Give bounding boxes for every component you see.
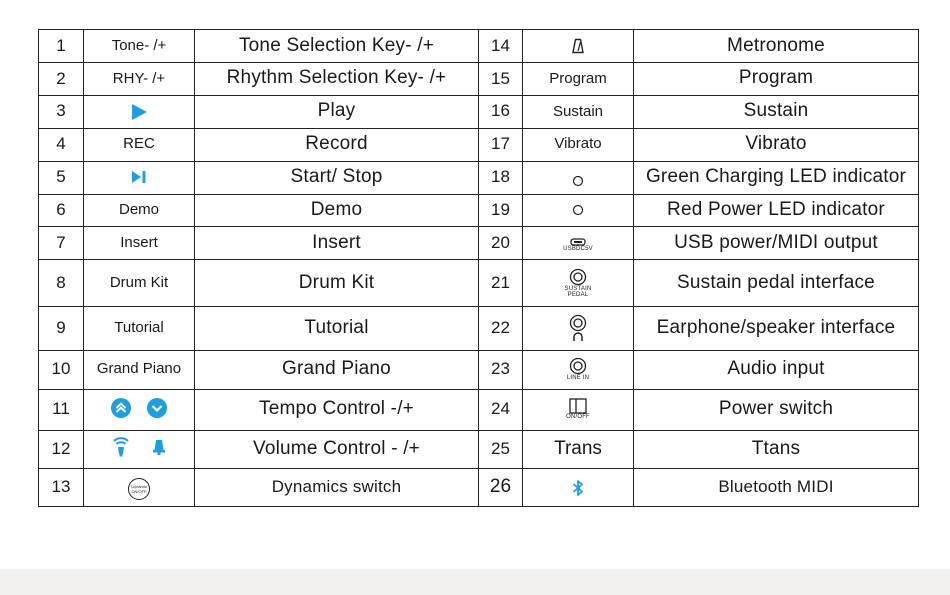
key-symbol <box>523 227 634 260</box>
key-symbol: Tone- /+ <box>84 30 195 63</box>
key-symbol: Demo <box>84 194 195 227</box>
key-symbol: Vibrato <box>523 128 634 161</box>
item-number: 10 <box>39 350 84 389</box>
key-description: Bluetooth MIDI <box>634 469 919 507</box>
key-description: USB power/MIDI output <box>634 227 919 260</box>
key-symbol <box>523 194 634 227</box>
item-number: 1 <box>39 30 84 63</box>
item-number: 22 <box>479 306 523 350</box>
table-row <box>39 161 919 194</box>
volume-up-icon <box>112 437 130 457</box>
key-symbol: Trans <box>523 430 634 468</box>
key-symbol <box>84 389 195 430</box>
item-number: 17 <box>479 128 523 161</box>
key-symbol <box>84 469 195 507</box>
key-description: Insert <box>195 227 479 260</box>
key-symbol <box>523 389 634 430</box>
table-row <box>39 389 919 430</box>
key-symbol <box>523 469 634 507</box>
key-symbol <box>84 161 195 194</box>
key-symbol <box>84 95 195 128</box>
item-number: 3 <box>39 95 84 128</box>
item-number: 24 <box>479 389 523 430</box>
tempo-up-icon <box>110 397 132 419</box>
key-description: Play <box>195 95 479 128</box>
key-description: Program <box>634 62 919 95</box>
footer-band <box>0 569 950 595</box>
tempo-down-icon <box>146 397 168 419</box>
key-description: Tempo Control -/+ <box>195 389 479 430</box>
item-number: 7 <box>39 227 84 260</box>
item-number: 18 <box>479 161 523 194</box>
key-description: Vibrato <box>634 128 919 161</box>
key-symbol <box>84 430 195 468</box>
usb-port-label: USBDC5V <box>563 245 593 252</box>
key-description: Sustain pedal interface <box>634 260 919 307</box>
dynamics-switch-label: Dynamic ON/OFF <box>131 483 147 494</box>
table-row <box>39 430 919 468</box>
item-number: 26 <box>479 469 523 507</box>
key-description: Sustain <box>634 95 919 128</box>
key-description: Demo <box>195 194 479 227</box>
key-symbol: Grand Piano <box>84 350 195 389</box>
table-row <box>39 128 919 161</box>
sustain-jack-label: SUSTAIN PEDAL <box>564 286 592 299</box>
key-description: Red Power LED indicator <box>634 194 919 227</box>
play-pause-icon <box>130 170 148 184</box>
table-row <box>39 30 919 63</box>
item-number: 5 <box>39 161 84 194</box>
key-description: Tutorial <box>195 306 479 350</box>
red-led-icon <box>572 204 584 216</box>
table-row <box>39 62 919 95</box>
metronome-icon <box>572 38 584 54</box>
sustain-jack-icon <box>569 268 587 286</box>
power-switch-icon <box>569 398 587 414</box>
play-icon <box>130 103 148 121</box>
item-number: 19 <box>479 194 523 227</box>
line-in-jack-icon <box>569 357 587 375</box>
item-number: 14 <box>479 30 523 63</box>
key-reference-table <box>38 29 919 507</box>
table-row <box>39 227 919 260</box>
dynamics-switch-icon <box>128 478 150 500</box>
item-number: 12 <box>39 430 84 468</box>
key-symbol <box>523 161 634 194</box>
table-row <box>39 350 919 389</box>
usb-port-icon <box>570 238 586 246</box>
key-symbol <box>523 260 634 307</box>
item-number: 20 <box>479 227 523 260</box>
key-symbol: RHY- /+ <box>84 62 195 95</box>
key-description: Ttans <box>634 430 919 468</box>
item-number: 4 <box>39 128 84 161</box>
key-symbol: Program <box>523 62 634 95</box>
key-symbol <box>523 30 634 63</box>
item-number: 6 <box>39 194 84 227</box>
key-description: Power switch <box>634 389 919 430</box>
key-description: Start/ Stop <box>195 161 479 194</box>
item-number: 11 <box>39 389 84 430</box>
key-description: Rhythm Selection Key- /+ <box>195 62 479 95</box>
green-led-icon <box>572 175 584 187</box>
key-description: Metronome <box>634 30 919 63</box>
item-number: 13 <box>39 469 84 507</box>
key-symbol <box>523 350 634 389</box>
item-number: 8 <box>39 260 84 307</box>
item-number: 16 <box>479 95 523 128</box>
power-switch-label: ON/OFF <box>566 414 590 421</box>
item-number: 9 <box>39 306 84 350</box>
item-number: 21 <box>479 260 523 307</box>
key-description: Dynamics switch <box>195 469 479 507</box>
key-symbol: Tutorial <box>84 306 195 350</box>
key-description: Green Charging LED indicator <box>634 161 919 194</box>
volume-down-icon <box>152 438 166 456</box>
key-description: Audio input <box>634 350 919 389</box>
key-description: Earphone/speaker interface <box>634 306 919 350</box>
item-number: 2 <box>39 62 84 95</box>
table-row <box>39 260 919 307</box>
key-symbol: Sustain <box>523 95 634 128</box>
key-symbol: REC <box>84 128 195 161</box>
key-symbol: Drum Kit <box>84 260 195 307</box>
bluetooth-icon <box>572 479 584 497</box>
key-symbol <box>523 306 634 350</box>
item-number: 25 <box>479 430 523 468</box>
table-row <box>39 306 919 350</box>
line-in-label: LINE IN <box>566 375 590 382</box>
key-description: Drum Kit <box>195 260 479 307</box>
key-symbol: Insert <box>84 227 195 260</box>
item-number: 15 <box>479 62 523 95</box>
headphone-jack-icon <box>569 314 587 342</box>
table-row <box>39 194 919 227</box>
key-description: Volume Control - /+ <box>195 430 479 468</box>
table-row <box>39 95 919 128</box>
item-number: 23 <box>479 350 523 389</box>
table-row <box>39 469 919 507</box>
key-description: Tone Selection Key- /+ <box>195 30 479 63</box>
key-description: Grand Piano <box>195 350 479 389</box>
key-description: Record <box>195 128 479 161</box>
